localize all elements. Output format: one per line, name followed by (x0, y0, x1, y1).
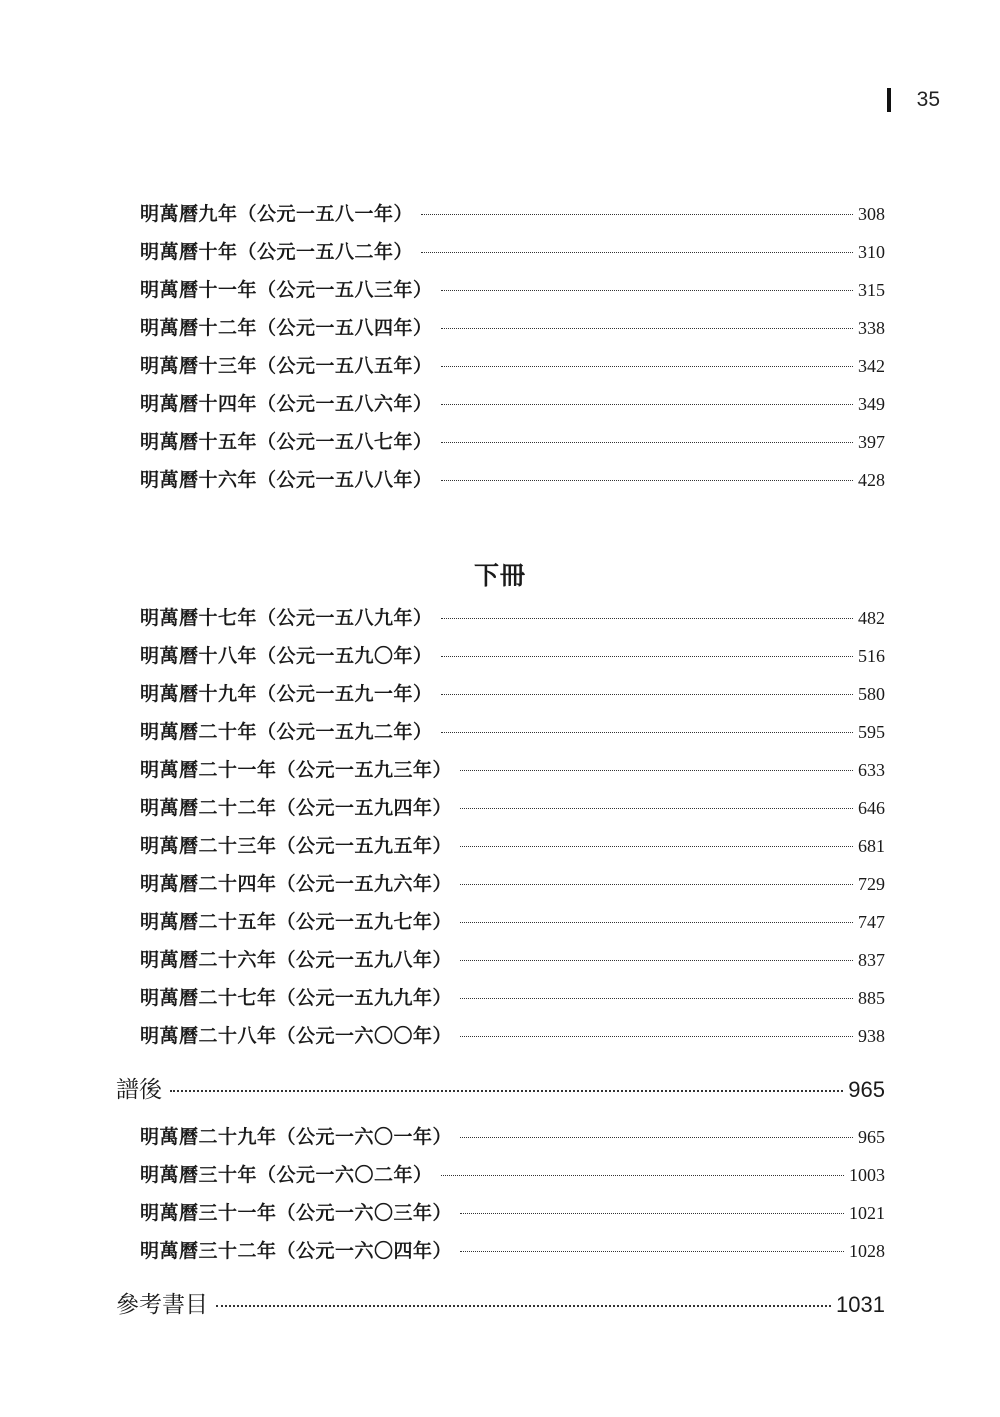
dot-leader (170, 1090, 843, 1092)
toc-section-bibliography[interactable] (116, 1290, 885, 1320)
dot-leader (441, 656, 853, 657)
toc-entry[interactable] (140, 831, 885, 861)
header-divider-bar (887, 88, 891, 112)
volume-title: 下冊 (473, 561, 526, 590)
dot-leader (460, 922, 853, 923)
toc-entry[interactable] (140, 755, 885, 785)
toc-entry[interactable] (140, 983, 885, 1013)
toc-entry[interactable] (140, 199, 885, 229)
toc-entry[interactable] (140, 1122, 885, 1152)
dot-leader (441, 404, 853, 405)
toc-entry-page: 938 (858, 1026, 885, 1046)
toc-entry-page: 837 (858, 950, 885, 970)
toc-entry[interactable] (140, 351, 885, 381)
toc-entry-label: 明萬曆二十年（公元一五九二年） (140, 721, 433, 743)
toc-entry-page: 397 (858, 432, 885, 452)
toc-entry-page: 595 (858, 722, 885, 742)
toc-entry-label: 明萬曆十八年（公元一五九〇年） (140, 645, 433, 667)
toc-entry-page: 308 (858, 204, 885, 224)
toc-entry-page: 646 (858, 798, 885, 818)
dot-leader (460, 1251, 844, 1252)
toc-entry-page: 633 (858, 760, 885, 780)
toc-entry-label: 明萬曆二十六年（公元一五九八年） (140, 949, 453, 971)
toc-entry[interactable] (140, 679, 885, 709)
dot-leader (460, 960, 853, 961)
toc-section-label: 譜後 (116, 1077, 162, 1103)
dot-leader (441, 290, 853, 291)
dot-leader (441, 1175, 844, 1176)
toc-entry-page: 1021 (849, 1203, 885, 1223)
toc-entry-page: 310 (858, 242, 885, 262)
toc-entry-label: 明萬曆九年（公元一五八一年） (140, 203, 414, 225)
dot-leader (441, 366, 853, 367)
page-header (887, 88, 940, 112)
toc-entry[interactable] (140, 237, 885, 267)
dot-leader (460, 770, 853, 771)
toc-entry-page: 747 (858, 912, 885, 932)
toc-entry-label: 明萬曆十九年（公元一五九一年） (140, 683, 433, 705)
toc-entry-page: 1028 (849, 1241, 885, 1261)
toc-entry-label: 明萬曆二十五年（公元一五九七年） (140, 911, 453, 933)
toc-entry-label: 明萬曆十七年（公元一五八九年） (140, 607, 433, 629)
dot-leader (460, 846, 853, 847)
toc-entry[interactable] (140, 1021, 885, 1051)
toc-entry[interactable] (140, 907, 885, 937)
dot-leader (216, 1305, 831, 1307)
dot-leader (441, 480, 853, 481)
toc-entry-label: 明萬曆二十三年（公元一五九五年） (140, 835, 453, 857)
toc-entry-page: 1003 (849, 1165, 885, 1185)
toc-entry-label: 明萬曆二十四年（公元一五九六年） (140, 873, 453, 895)
dot-leader (441, 442, 853, 443)
toc-entry-page: 342 (858, 356, 885, 376)
toc-entry-label: 明萬曆十六年（公元一五八八年） (140, 469, 433, 491)
toc-entry[interactable] (140, 1160, 885, 1190)
dot-leader (460, 808, 853, 809)
toc-entry-label: 明萬曆三十二年（公元一六〇四年） (140, 1240, 453, 1262)
dot-leader (441, 694, 853, 695)
toc-entry[interactable] (140, 427, 885, 457)
dot-leader (460, 1213, 844, 1214)
toc-entry-page: 482 (858, 608, 885, 628)
toc-section-page: 965 (848, 1077, 885, 1102)
toc-entry-label: 明萬曆三十年（公元一六〇二年） (140, 1164, 433, 1186)
dot-leader (460, 998, 853, 999)
toc-entry-label: 明萬曆十三年（公元一五八五年） (140, 355, 433, 377)
toc-section-label: 參考書目 (116, 1292, 208, 1318)
toc-entry-page: 885 (858, 988, 885, 1008)
toc-entry-page: 428 (858, 470, 885, 490)
toc-entry-page: 349 (858, 394, 885, 414)
toc-entry-page: 580 (858, 684, 885, 704)
toc-entry[interactable] (140, 313, 885, 343)
toc-entry-page: 338 (858, 318, 885, 338)
toc-entry-label: 明萬曆二十七年（公元一五九九年） (140, 987, 453, 1009)
dot-leader (460, 884, 853, 885)
toc-entry[interactable] (140, 1236, 885, 1266)
toc-entry-label: 明萬曆十年（公元一五八二年） (140, 241, 414, 263)
toc-entry-label: 明萬曆二十二年（公元一五九四年） (140, 797, 453, 819)
toc-entry-label: 明萬曆十五年（公元一五八七年） (140, 431, 433, 453)
toc-entry[interactable] (140, 603, 885, 633)
dot-leader (460, 1036, 853, 1037)
dot-leader (441, 618, 853, 619)
toc-entry[interactable] (140, 641, 885, 671)
dot-leader (460, 1137, 853, 1138)
dot-leader (441, 732, 853, 733)
page-number: 35 (916, 88, 940, 111)
toc-section-postscript[interactable] (116, 1075, 885, 1105)
dot-leader (441, 328, 853, 329)
toc-entry[interactable] (140, 945, 885, 975)
toc-entry[interactable] (140, 389, 885, 419)
toc-section-page: 1031 (836, 1292, 885, 1317)
dot-leader (421, 214, 853, 215)
toc-entry-label: 明萬曆三十一年（公元一六〇三年） (140, 1202, 453, 1224)
toc-entry-page: 729 (858, 874, 885, 894)
toc-entry[interactable] (140, 275, 885, 305)
toc-entry[interactable] (140, 793, 885, 823)
toc-entry-label: 明萬曆十一年（公元一五八三年） (140, 279, 433, 301)
dot-leader (421, 252, 853, 253)
toc-entry[interactable] (140, 1198, 885, 1228)
toc-entry-page: 965 (858, 1127, 885, 1147)
toc-entry-label: 明萬曆二十八年（公元一六〇〇年） (140, 1025, 453, 1047)
toc-entry-page: 516 (858, 646, 885, 666)
toc-entry-page: 681 (858, 836, 885, 856)
toc-entry-page: 315 (858, 280, 885, 300)
toc-entry-label: 明萬曆二十九年（公元一六〇一年） (140, 1126, 453, 1148)
toc-entry-label: 明萬曆十四年（公元一五八六年） (140, 393, 433, 415)
toc-entry-label: 明萬曆十二年（公元一五八四年） (140, 317, 433, 339)
toc-entry-label: 明萬曆二十一年（公元一五九三年） (140, 759, 453, 781)
toc-entry[interactable] (140, 717, 885, 747)
toc-entry[interactable] (140, 465, 885, 495)
toc-entry[interactable] (140, 869, 885, 899)
